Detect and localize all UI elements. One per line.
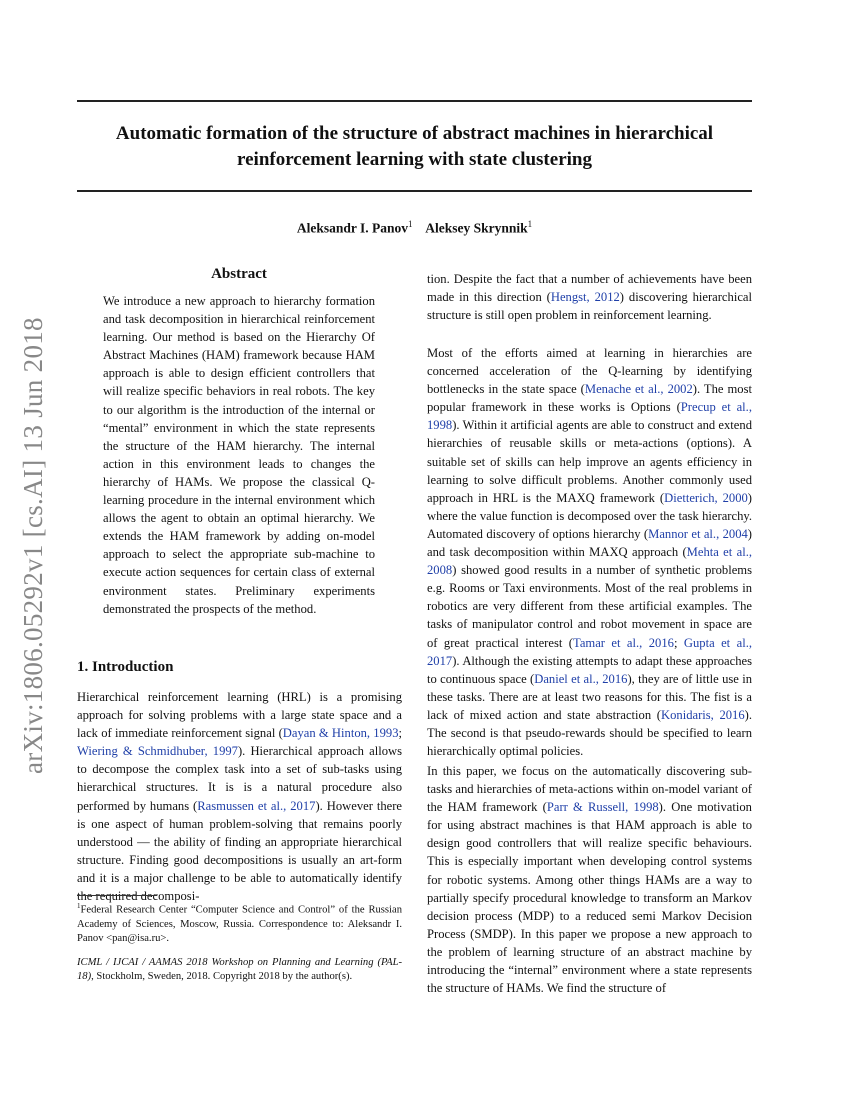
citation-link[interactable]: Precup et al., 1998 (427, 400, 752, 433)
citation-link[interactable]: Tamar et al., 2016 (573, 635, 674, 650)
footnote-rule (77, 895, 157, 896)
text-run: ). Within it artificial agents are able to construct and extend hierarchies of reusable skills or meta-actions (options). A suitable set of skills can help improve an agents efficiency in learning to solve difficult problems. Another commonly used approach in HRL is the MAXQ framework ( (427, 418, 752, 505)
footnote-mark: 1 (77, 902, 81, 910)
text-run: ) and task decomposition within MAXQ approach ( (427, 526, 752, 560)
text-run: ) discovering hierarchical structure is still open problem in reinforcement learning. (427, 290, 752, 323)
citation-link[interactable]: Menache et al., 2002 (584, 382, 693, 397)
section-heading-introduction: 1. Introduction (77, 659, 174, 675)
citation-link[interactable]: Daniel et al., 2016 (534, 671, 628, 686)
intro-paragraph (427, 344, 752, 760)
text-run: Most of the efforts aimed at learning in hierarchies are concerned acceleration of the Q-learning by identifying bottlenecks in the state space ( (427, 346, 752, 397)
text-run: ). One motivation for using abstract machines is that HAM approach is able to design good controllers that will realize specific behaviours. This is especially important when developing control systems for robotic systems. Among other things HAMs are a way to partially specify procedural knowledge to transform an Markov decision process (MDP) to a reduced semi Markov Decision Process (SMDP). In this paper we propose a new approach to the problem of learning structure of an abstract machine by introducing the “internal” environment where a state represents the structure of HAMs. We find the structure of (427, 800, 752, 996)
title-rule-top (77, 100, 752, 102)
intro-paragraph (427, 762, 752, 997)
venue-note (77, 956, 402, 984)
text-run: In this paper, we focus on the automatically discovering sub-tasks and hierarchies of meta-actions within on-model variant of the HAM framework ( (427, 764, 752, 815)
citation-link[interactable]: Dietterich, 2000 (664, 490, 748, 505)
text-run: ). Hierarchical approach allows to decompose the complex task into a set of sub-tasks using hierarchical structures. It is is a natural procedure also performed by humans ( (77, 744, 402, 813)
citation-link[interactable]: Wiering & Schmidhuber, 1997 (77, 744, 238, 759)
citation-link[interactable]: Mannor et al., 2004 (648, 526, 748, 541)
text-run: ). The most popular framework in these works is Options ( (427, 382, 752, 415)
citation-link[interactable]: Dayan & Hinton, 1993 (282, 726, 399, 741)
author-name: Aleksandr I. Panov (296, 220, 408, 236)
affiliation-footnote (77, 899, 402, 946)
title-rule-bottom (77, 190, 752, 192)
citation-link[interactable]: Konidaris, 2016 (661, 707, 745, 722)
intro-paragraph (77, 688, 402, 905)
author-affiliation-mark: 1 (407, 219, 413, 229)
text-run: ). Although the existing attempts to adapt these approaches to continuous space ( (427, 653, 752, 686)
abstract-text: We introduce a new approach to hierarchy formation and task decomposition in hierarchical reinforcement learning. Our method is based on the Hierarchy Of Abstract Machines (HAM) framework because HAM approach is able to design efficient controllers that will realize specific behaviors in real robots. The key to our algorithm is the introduction of the internal or “mental” environment in which the state represents the structure of the HAM hierarchy. The internal action in this environment leads to changes the hierarchy of HAMs. We propose the classical Q-learning procedure in the internal environment which allows the agent to obtain an optimal hierarchy. We extends the HAM framework by adding on-model approach to select the appropriate sub-machine to execute action sequences for certain class of external environment states. Preliminary experiments demonstrated the prospects of the method. (103, 294, 375, 616)
paper-title: Automatic formation of the structure of abstract machines in hierarchical reinforcement learning with state clustering (115, 123, 714, 170)
text-run: ) showed good results in a number of synthetic problems e.g. Rooms or Taxi environments. Most of the real problems in robotics are very different from these artificial examples. The tasks of manipulator control and robot movement in space are of great practical interest ( (427, 563, 752, 650)
text-run: ). The second is that pseudo-rewards should be specified to learn hierarchically optimal policies. (427, 707, 752, 759)
text-run: ) where the value function is decomposed over the task hierarchy. Automated discovery of options hierarchy ( (427, 490, 752, 541)
text-run: ). However there is one aspect of human problem-solving that remains poorly understood — the ability of finding an appropriate hierarchical structure. Finding good decompositions is usually an art-form and it is a major challenge to be able to automatically identify the required decomposi- (77, 798, 403, 904)
text-run: tion. Despite the fact that a number of achievements have been made in this direction ( (427, 272, 752, 305)
author-affiliation-mark: 1 (527, 219, 533, 229)
citation-link[interactable]: Parr & Russell, 1998 (546, 800, 659, 815)
intro-paragraph (427, 270, 752, 324)
text-run: ), they are of little use in these tasks. There are at least two reasons for this. The fist is a lack of mixed action and state abstraction ( (427, 671, 752, 722)
venue-name: ICML / IJCAI / AAMAS 2018 Workshop on Planning and Learning (PAL-18) (77, 957, 402, 983)
footnote-text: Federal Research Center “Computer Science and Control” of the Russian Academy of Sciences, Moscow, Russia. Correspondence to: Aleksandr I. Panov <pan@isa.ru>. (77, 904, 402, 944)
abstract-heading: Abstract (211, 266, 267, 282)
arxiv-sidebar-stamp: arXiv:1806.05292v1 [cs.AI] 13 Jun 2018 (18, 317, 48, 774)
author-name: Aleksey Skrynnik (425, 220, 528, 236)
citation-link[interactable]: Hengst, 2012 (550, 290, 620, 305)
text-run: Hierarchical reinforcement learning (HRL) is a promising approach for solving problems with a large state space and a lack of immediate reinforcement signal ( (77, 690, 402, 741)
citation-link[interactable]: Rasmussen et al., 2017 (197, 798, 316, 813)
citation-link[interactable]: Gupta et al., 2017 (427, 635, 752, 668)
text-run: ; (673, 635, 684, 650)
venue-rest: , Stockholm, Sweden, 2018. Copyright 2018 by the author(s). (91, 971, 353, 983)
text-run: ; (398, 726, 402, 741)
citation-link[interactable]: Mehta et al., 2008 (427, 545, 752, 578)
author-list (77, 219, 752, 237)
